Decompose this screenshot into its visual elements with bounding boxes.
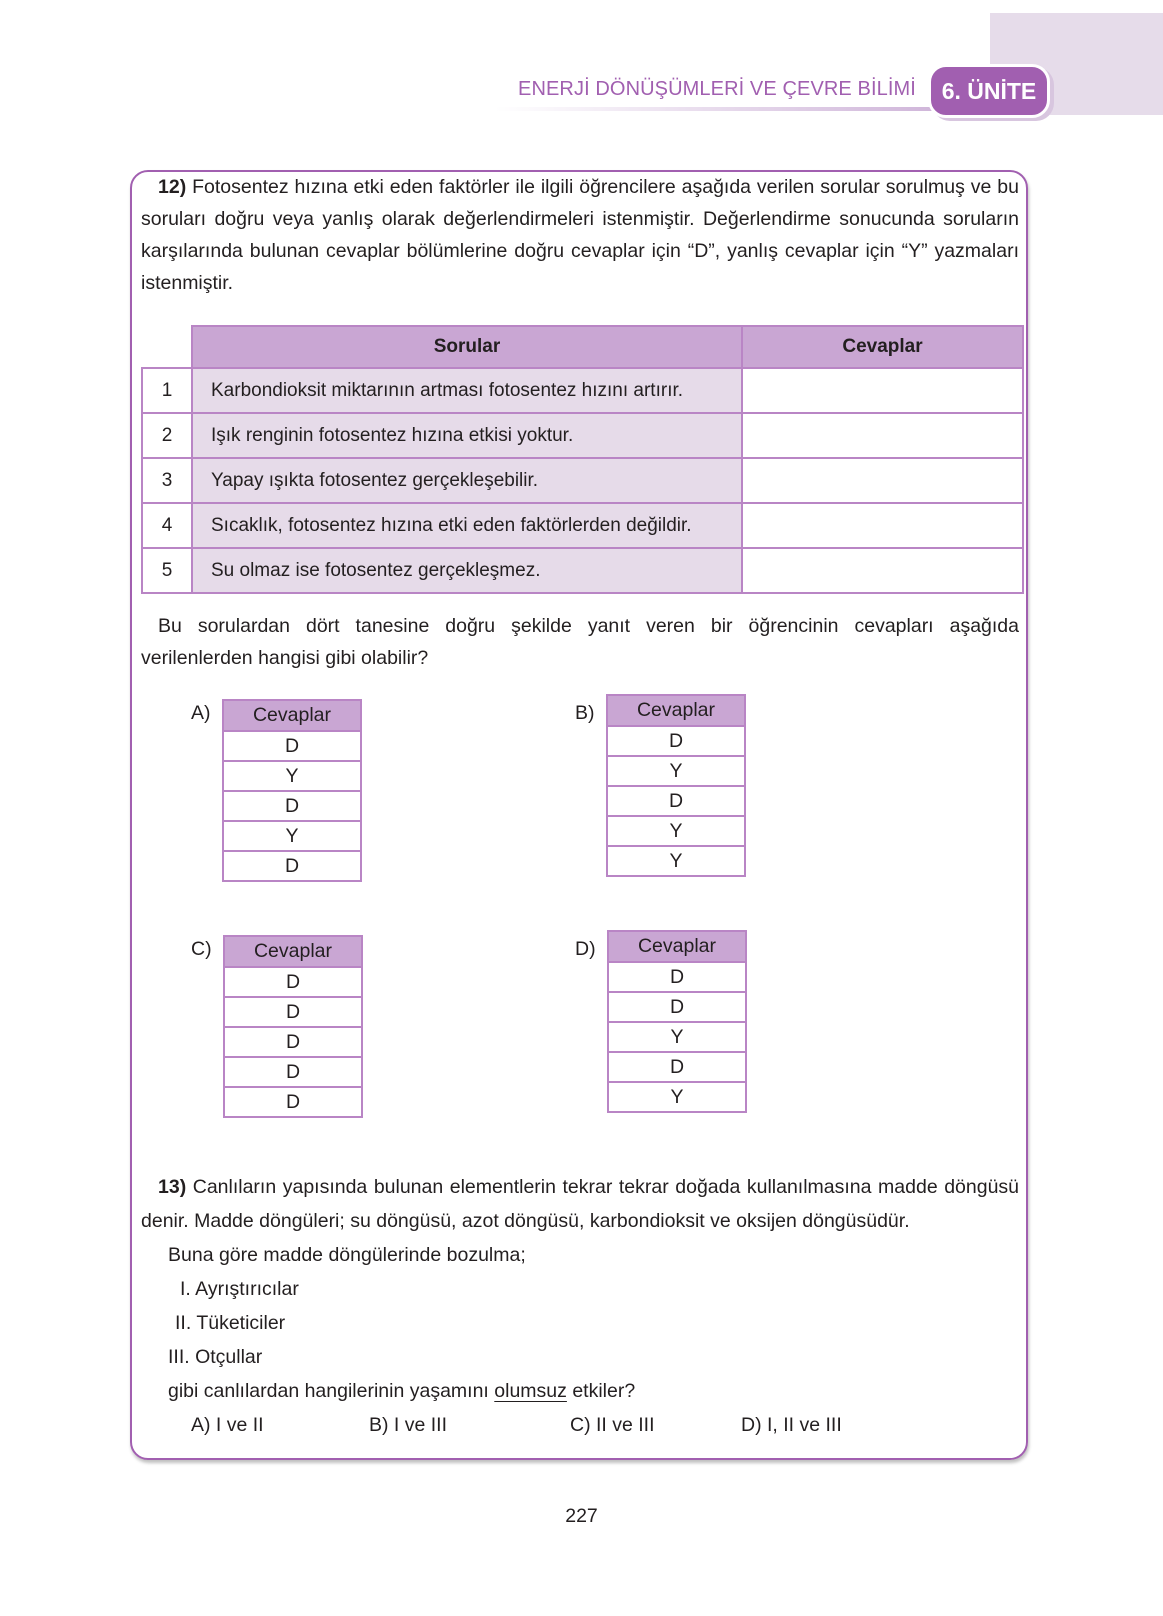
- q13-intro-text: Canlıların yapısında bulunan elementlerin tekrar tekrar doğada kullanılmasına madde döngüsü denir. Madde döngüleri; su döngüsü, azot döngüsü, karbondioksit ve oksijen döngüsüdür.: [141, 1176, 1020, 1232]
- q13-item-2: II. Tüketiciler: [175, 1312, 286, 1334]
- q13-question: [168, 1380, 635, 1403]
- row-statement: Yapay ışıkta fotosentez gerçekleşebilir.: [192, 458, 742, 503]
- row-answer-cell: [742, 368, 1023, 413]
- option-c-table: [223, 935, 363, 1118]
- table-row: [142, 458, 1023, 503]
- row-number: 1: [142, 368, 192, 413]
- option-d-value: D: [608, 962, 746, 992]
- option-a-value: D: [223, 791, 361, 821]
- option-b-header: Cevaplar: [607, 695, 745, 726]
- option-d-label: D): [575, 938, 596, 960]
- row-statement: Su olmaz ise fotosentez gerçekleşmez.: [192, 548, 742, 593]
- table-row: [142, 548, 1023, 593]
- q12-number: 12): [158, 176, 187, 198]
- option-a-value: Y: [223, 821, 361, 851]
- option-a-value: D: [223, 731, 361, 761]
- q13-question-start: gibi canlılardan hangilerinin yaşamını: [168, 1380, 489, 1402]
- option-a-value: D: [223, 851, 361, 881]
- option-c-label: C): [191, 938, 212, 960]
- table-row: [142, 413, 1023, 458]
- option-c-value: D: [224, 967, 362, 997]
- q12-header-sorular: Sorular: [192, 326, 742, 368]
- option-d-header: Cevaplar: [608, 931, 746, 962]
- row-answer-cell: [742, 458, 1023, 503]
- q13-number: 13): [158, 1176, 187, 1198]
- row-statement: Karbondioksit miktarının artması fotosentez hızını artırır.: [192, 368, 742, 413]
- option-b-value: D: [607, 726, 745, 756]
- row-number: 4: [142, 503, 192, 548]
- q12-table: [141, 325, 1024, 594]
- q12-question: Bu sorulardan dört tanesine doğru şekilde yanıt veren bir öğrencinin cevapları aşağıda verilenlerden hangisi gibi olabilir?: [141, 615, 1019, 669]
- row-statement: Işık renginin fotosentez hızına etkisi yoktur.: [192, 413, 742, 458]
- q13-choice-c: C) II ve III: [570, 1414, 655, 1436]
- row-answer-cell: [742, 503, 1023, 548]
- q13-item-1: I. Ayrıştırıcılar: [180, 1278, 299, 1300]
- option-c-value: D: [224, 997, 362, 1027]
- q13-choice-d: D) I, II ve III: [741, 1414, 842, 1436]
- option-d-value: Y: [608, 1082, 746, 1112]
- option-a-label: A): [191, 702, 211, 724]
- q13-question-emphasis: olumsuz: [494, 1380, 567, 1402]
- q12-table-header: [142, 326, 1023, 368]
- option-d-value: Y: [608, 1022, 746, 1052]
- option-c-header: Cevaplar: [224, 936, 362, 967]
- subject-title: ENERJİ DÖNÜŞÜMLERİ VE ÇEVRE BİLİMİ: [518, 78, 916, 100]
- q12-intro-text: Fotosentez hızına etki eden faktörler ile ilgili öğrencilere aşağıda verilen sorular sorulmuş ve bu soruları doğru veya yanlış olarak değerlendirmeleri istenmiştir. Değerlendirme sonucunda soruların karşılarında bulunan cevaplar bölümlerine doğru cevaplar için “D”, yanlış cevaplar için “Y” yazmaları istenmiştir.: [141, 176, 1019, 294]
- q12-intro: [141, 171, 1019, 299]
- option-a-value: Y: [223, 761, 361, 791]
- option-d-value: D: [608, 992, 746, 1022]
- option-a-table: [222, 699, 362, 882]
- q13-item-3: III. Otçullar: [168, 1346, 263, 1368]
- q13-lead: Buna göre madde döngülerinde bozulma;: [168, 1244, 526, 1266]
- q13-intro: [141, 1170, 1019, 1238]
- q12-table-corner: [142, 326, 192, 368]
- option-b-value: Y: [607, 816, 745, 846]
- option-d-table: [607, 930, 747, 1113]
- row-number: 2: [142, 413, 192, 458]
- option-b-value: Y: [607, 846, 745, 876]
- option-b-value: Y: [607, 756, 745, 786]
- q13-choice-b: B) I ve III: [369, 1414, 448, 1436]
- page-number: 227: [565, 1505, 598, 1527]
- row-answer-cell: [742, 548, 1023, 593]
- table-row: [142, 503, 1023, 548]
- row-number: 5: [142, 548, 192, 593]
- row-answer-cell: [742, 413, 1023, 458]
- q13-choice-a: A) I ve II: [191, 1414, 264, 1436]
- unit-badge: 6. ÜNİTE: [928, 64, 1050, 118]
- option-a-header: Cevaplar: [223, 700, 361, 731]
- q13-question-end: etkiler?: [572, 1380, 636, 1402]
- option-b-label: B): [575, 702, 595, 724]
- option-c-value: D: [224, 1057, 362, 1087]
- table-row: [142, 368, 1023, 413]
- q12-header-cevaplar: Cevaplar: [742, 326, 1023, 368]
- row-number: 3: [142, 458, 192, 503]
- option-c-value: D: [224, 1027, 362, 1057]
- option-b-value: D: [607, 786, 745, 816]
- option-b-table: [606, 694, 746, 877]
- option-c-value: D: [224, 1087, 362, 1117]
- option-d-value: D: [608, 1052, 746, 1082]
- row-statement: Sıcaklık, fotosentez hızına etki eden faktörlerden değildir.: [192, 503, 742, 548]
